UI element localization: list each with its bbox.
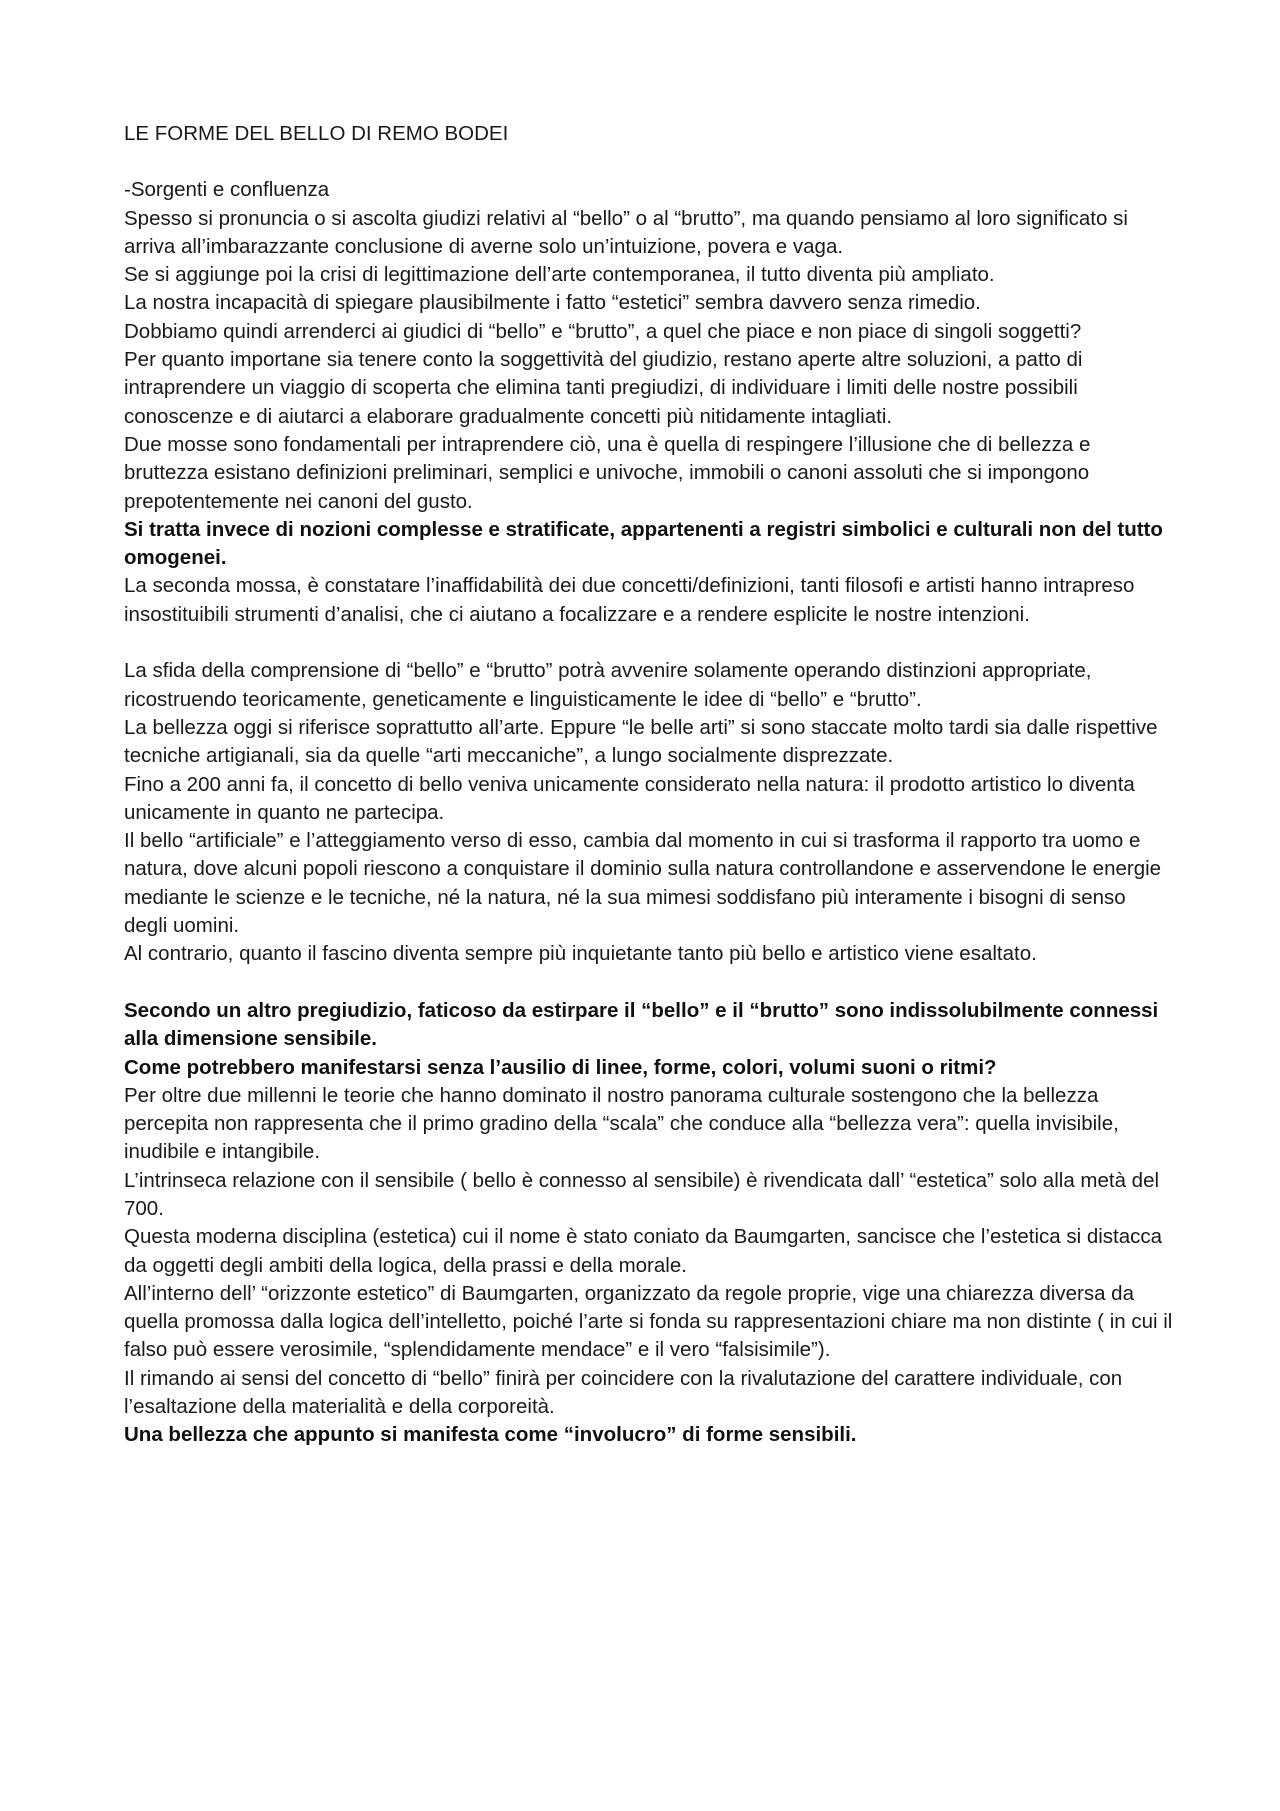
paragraph: L’intrinseca relazione con il sensibile ( bello è connesso al sensibile) è rivendicata dall’ “estetica” solo alla metà del 700. (124, 1168, 1160, 1220)
paragraph: Per quanto importane sia tenere conto la soggettività del giudizio, restano aperte altre soluzioni, a patto di intraprendere un viaggio di scoperta che elimina tanti pregiudizi, di individuare i limiti delle nostre possibili conoscenze e di aiutarci a elaborare gradualmente concetti più nitidamente intagliati. (124, 348, 1083, 428)
paragraph: Se si aggiunge poi la crisi di legittimazione dell’arte contemporanea, il tutto diventa più ampliato. (124, 263, 995, 287)
paragraph: La nostra incapacità di spiegare plausibilmente i fatto “estetici” sembra davvero senza rimedio. (124, 291, 981, 315)
document-page (124, 120, 1174, 1450)
paragraph: Al contrario, quanto il fascino diventa sempre più inquietante tanto più bello e artistico viene esaltato. (124, 942, 1037, 966)
paragraph: La seconda mossa, è constatare l’inaffidabilità dei due concetti/definizioni, tanti filosofi e artisti hanno intrapreso insostituibili strumenti d’analisi, che ci aiutano a focalizzare e a rendere esplicite le nostre intenzioni. (124, 574, 1135, 626)
paragraph: La sfida della comprensione di “bello” e “brutto” potrà avvenire solamente operando distinzioni appropriate, ricostruendo teoricamente, geneticamente e linguisticamente le idee di “bello” e “brutto”. (124, 659, 1092, 711)
bold-paragraph: Si tratta invece di nozioni complesse e stratificate, appartenenti a registri simbolici e culturali non del tutto omogenei. (124, 517, 1163, 570)
bold-paragraph: Secondo un altro pregiudizio, faticoso da estirpare il “bello” e il “brutto” sono indissolubilmente connessi alla dimensione sensibile. (124, 998, 1159, 1051)
paragraph: Il rimando ai sensi del concetto di “bello” finirà per coincidere con la rivalutazione del carattere individuale, con l’esaltazione della materialità e della corporeità. (124, 1366, 1123, 1419)
paragraph: Per oltre due millenni le teorie che hanno dominato il nostro panorama culturale sostengono che la bellezza percepita non rappresenta che il primo gradino della “scala” che conduce alla “bellezza vera”: quella invisibile, inudibile e intangibile. (124, 1083, 1119, 1164)
paragraph: Questa moderna disciplina (estetica) cui il nome è stato coniato da Baumgarten, sancisce che l’estetica si distacca da oggetti degli ambiti della logica, della prassi e della morale. (124, 1225, 1163, 1277)
bold-paragraph: Come potrebbero manifestarsi senza l’ausilio di linee, forme, colori, volumi suoni o ritmi? (124, 1055, 997, 1079)
paragraph: Dobbiamo quindi arrenderci ai giudici di “bello” e “brutto”, a quel che piace e non piace di singoli soggetti? (124, 319, 1082, 343)
paragraph: La bellezza oggi si riferisce soprattutto all’arte. Eppure “le belle arti” si sono staccate molto tardi sia dalle rispettive tecniche artigianali, sia da quelle “arti meccaniche”, a lungo socialmente disprezzate. (124, 715, 1158, 768)
document-title: LE FORME DEL BELLO DI REMO BODEI (124, 122, 509, 145)
paragraph: Fino a 200 anni fa, il concetto di bello veniva unicamente considerato nella natura: il prodotto artistico lo diventa unicamente in quanto ne partecipa. (124, 772, 1135, 824)
paragraph: Il bello “artificiale” e l’atteggiamento verso di esso, cambia dal momento in cui si trasforma il rapporto tra uomo e natura, dove alcuni popoli riescono a conquistare il dominio sulla natura controllandone e asservendone le energie mediante le scienze e le tecniche, né la natura, né la sua mimesi soddisfano più interamente i bisogni di senso degli uomini. (124, 829, 1162, 938)
paragraph: Spesso si pronuncia o si ascolta giudizi relativi al “bello” o al “brutto”, ma quando pensiamo al loro significato si arriva all’imbarazzante conclusione di averne solo un’intuizione, povera e vaga. (124, 206, 1128, 258)
paragraph: Due mosse sono fondamentali per intraprendere ciò, una è quella di respingere l’illusione che di bellezza e bruttezza esistano definizioni preliminari, semplici e univoche, immobili o canoni assoluti che si impongono prepotentemente nei canoni del gusto. (124, 432, 1091, 513)
bold-paragraph: Una bellezza che appunto si manifesta come “involucro” di forme sensibili. (124, 1423, 857, 1447)
section-heading: -Sorgenti e confluenza (124, 178, 330, 202)
paragraph: All’interno dell’ “orizzonte estetico” di Baumgarten, organizzato da regole proprie, vige una chiarezza diversa da quella promossa dalla logica dell’intelletto, poiché l’arte si fonda su rappresentazioni chiare ma non distinte ( in cui il falso può essere verosimile, “splendidamente mendace” e il vero “falsisimile”). (124, 1281, 1173, 1362)
paragraph-list (124, 205, 1174, 1450)
